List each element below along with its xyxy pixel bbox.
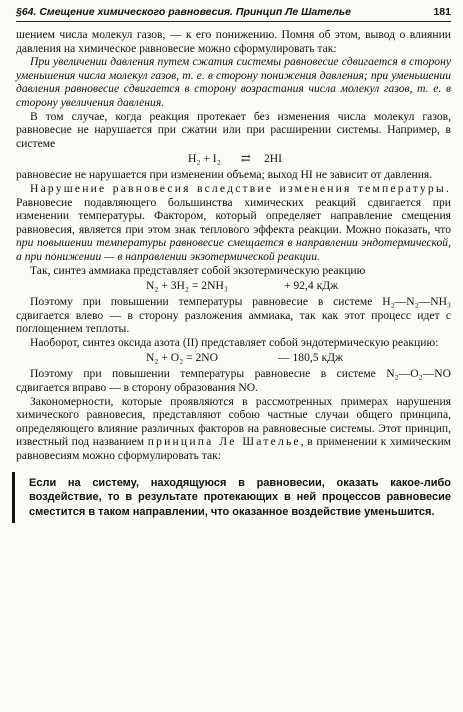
page-number: 181 — [433, 6, 451, 18]
equation-no — [16, 349, 451, 367]
paragraph-9: Поэтому при повышении температуры равновесие в системе N₂—O₂—NO сдвигается вправо — в сторону образования NO. — [16, 367, 451, 395]
equilibrium-arrow-icon: ⇄ — [241, 152, 251, 166]
paragraph-3: В том случае, когда реакция протекает без изменения числа молекул газов, равновесие не нарушается при сжатии или при расширении системы. Например, в системе — [16, 109, 451, 150]
paragraph-ammonia: Так, синтез аммиака представляет собой экзотермическую реакцию — [30, 263, 366, 277]
running-header — [16, 6, 451, 22]
paragraph-4: равновесие не нарушается при изменении объема; выход HI не зависит от давления. — [16, 168, 433, 182]
equation-no-heat: — 180,5 кДж — [278, 351, 344, 365]
paragraph-temperature-body: Равновесие подавляющего большинства химических реакций сдвигается при изменении температуры. Фактором, который определяет направление смещения равновесия, является при этом знак теплового эффекта реакции. Можно показать, что — [16, 195, 451, 236]
paragraph-10-a: Закономерности, которые проявляются в рассмотренных примерах нарушения химического равновесия, представляют собою частные случаи общего принципа, определяющего влияние различных факторов на равновесные системы. Этот принцип, известный под названием — [16, 394, 451, 449]
paragraph-8: Наоборот, синтез оксида азота (II) представляет собой эндотермическую реакцию: — [30, 335, 439, 349]
paragraph-7: Поэтому при повышении температуры равновесие в системе H₂—N₂—NH₃ сдвигается влево — в сторону разложения аммиака, так как этот процесс идет с поглощением теплоты. — [16, 295, 451, 336]
equation-ammonia — [16, 277, 451, 295]
principle-name: принципа Ле Шателье — [147, 435, 301, 449]
equation-ammonia-reaction: N₂ + 3H₂ = 2NH₃ — [146, 279, 228, 293]
le-chatelier-principle-box: Если на систему, находящуюся в равновесии, оказать какое-либо воздействие, то в результате протекающих в ней процессов равновесие сместится в таком направлении, что оказанное воздействие уменьшится. — [12, 472, 451, 524]
paragraph-10 — [16, 395, 451, 463]
paragraph-10-b: , в применении к химическим равновесиям можно сформулировать так: — [16, 435, 451, 463]
equation-hi-rhs: 2HI — [264, 152, 283, 166]
equation-hi-lhs: H₂ + I₂ — [188, 152, 221, 166]
section-title: §64. Смещение химического равновесия. Принцип Ле Шателье — [16, 6, 352, 18]
equation-no-reaction: N₂ + O₂ = 2NO — [146, 351, 219, 365]
paragraph-pressure-rule: При увеличении давления путем сжатия системы равновесие сдвигается в сторону уменьшения числа молекул газов, т. е. в сторону понижения давления; при уменьшении давления равновесие сдвигается в сторону возрастания числа молекул газов, т. е. в сторону увеличения давления. — [16, 55, 451, 109]
paragraph-1: шением числа молекул газов, — к его понижению. Помня об этом, вывод о влиянии давления на химическое равновесие можно сформулировать так: — [16, 28, 451, 55]
equation-ammonia-heat: + 92,4 кДж — [284, 279, 339, 293]
equation-hi — [16, 150, 451, 168]
paragraph-temperature-rule: при повышении температуры равновесие смещается в направлении эндотермической, а при понижении — в направлении экзотермической реакции. — [16, 236, 451, 263]
paragraph-temperature — [16, 182, 451, 264]
paragraph-temperature-heading: Нарушение равновесия вследствие изменения температуры. — [30, 181, 451, 195]
